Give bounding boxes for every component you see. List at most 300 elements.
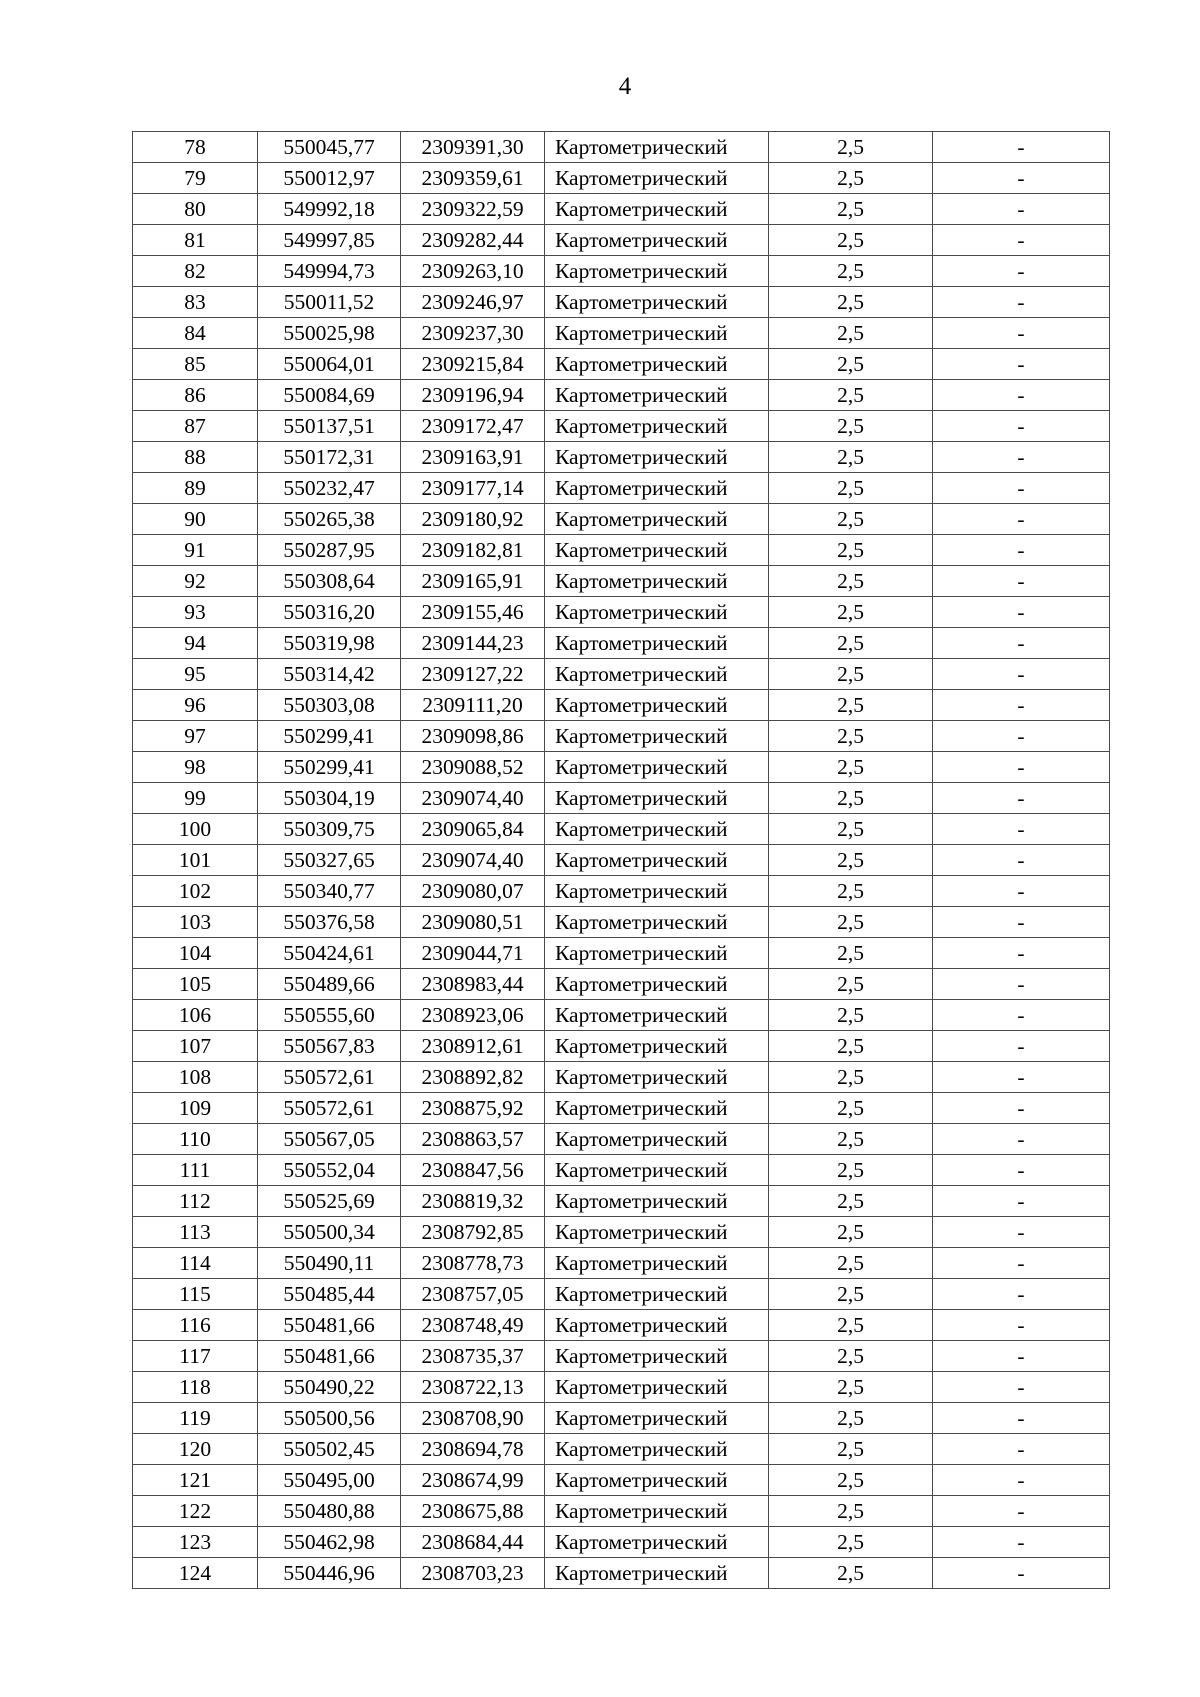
point-number-cell: 108 [133, 1062, 258, 1093]
method-cell: Картометрический [545, 783, 769, 814]
accuracy-cell: 2,5 [769, 442, 933, 473]
note-cell: - [933, 318, 1110, 349]
method-cell: Картометрический [545, 1558, 769, 1589]
x-coordinate-cell: 550172,31 [258, 442, 401, 473]
y-coordinate-cell: 2309127,22 [401, 659, 545, 690]
y-coordinate-cell: 2309044,71 [401, 938, 545, 969]
accuracy-cell: 2,5 [769, 1527, 933, 1558]
table-row [133, 411, 1110, 442]
y-coordinate-cell: 2308923,06 [401, 1000, 545, 1031]
x-coordinate-cell: 550495,00 [258, 1465, 401, 1496]
method-cell: Картометрический [545, 597, 769, 628]
accuracy-cell: 2,5 [769, 876, 933, 907]
method-cell: Картометрический [545, 1310, 769, 1341]
accuracy-cell: 2,5 [769, 318, 933, 349]
y-coordinate-cell: 2308892,82 [401, 1062, 545, 1093]
point-number-cell: 79 [133, 163, 258, 194]
note-cell: - [933, 287, 1110, 318]
point-number-cell: 109 [133, 1093, 258, 1124]
accuracy-cell: 2,5 [769, 907, 933, 938]
method-cell: Картометрический [545, 1093, 769, 1124]
x-coordinate-cell: 550480,88 [258, 1496, 401, 1527]
note-cell: - [933, 659, 1110, 690]
note-cell: - [933, 814, 1110, 845]
table-row [133, 1155, 1110, 1186]
table-row [133, 1403, 1110, 1434]
x-coordinate-cell: 550525,69 [258, 1186, 401, 1217]
note-cell: - [933, 411, 1110, 442]
accuracy-cell: 2,5 [769, 1372, 933, 1403]
method-cell: Картометрический [545, 225, 769, 256]
y-coordinate-cell: 2308748,49 [401, 1310, 545, 1341]
accuracy-cell: 2,5 [769, 1217, 933, 1248]
y-coordinate-cell: 2308722,13 [401, 1372, 545, 1403]
note-cell: - [933, 1496, 1110, 1527]
table-row [133, 132, 1110, 163]
note-cell: - [933, 1093, 1110, 1124]
y-coordinate-cell: 2308819,32 [401, 1186, 545, 1217]
method-cell: Картометрический [545, 1434, 769, 1465]
y-coordinate-cell: 2309074,40 [401, 845, 545, 876]
table-row [133, 907, 1110, 938]
y-coordinate-cell: 2308708,90 [401, 1403, 545, 1434]
accuracy-cell: 2,5 [769, 1124, 933, 1155]
method-cell: Картометрический [545, 907, 769, 938]
accuracy-cell: 2,5 [769, 783, 933, 814]
method-cell: Картометрический [545, 1217, 769, 1248]
accuracy-cell: 2,5 [769, 256, 933, 287]
method-cell: Картометрический [545, 411, 769, 442]
table-row [133, 1124, 1110, 1155]
table-row [133, 628, 1110, 659]
note-cell: - [933, 504, 1110, 535]
x-coordinate-cell: 550045,77 [258, 132, 401, 163]
note-cell: - [933, 690, 1110, 721]
point-number-cell: 95 [133, 659, 258, 690]
note-cell: - [933, 163, 1110, 194]
method-cell: Картометрический [545, 256, 769, 287]
x-coordinate-cell: 550309,75 [258, 814, 401, 845]
note-cell: - [933, 1279, 1110, 1310]
x-coordinate-cell: 550567,05 [258, 1124, 401, 1155]
x-coordinate-cell: 550481,66 [258, 1341, 401, 1372]
point-number-cell: 82 [133, 256, 258, 287]
table-row [133, 1434, 1110, 1465]
note-cell: - [933, 721, 1110, 752]
x-coordinate-cell: 549994,73 [258, 256, 401, 287]
point-number-cell: 88 [133, 442, 258, 473]
table-row [133, 163, 1110, 194]
point-number-cell: 91 [133, 535, 258, 566]
table-row [133, 1000, 1110, 1031]
y-coordinate-cell: 2309074,40 [401, 783, 545, 814]
point-number-cell: 105 [133, 969, 258, 1000]
y-coordinate-cell: 2309182,81 [401, 535, 545, 566]
method-cell: Картометрический [545, 1527, 769, 1558]
y-coordinate-cell: 2309172,47 [401, 411, 545, 442]
point-number-cell: 113 [133, 1217, 258, 1248]
y-coordinate-cell: 2308684,44 [401, 1527, 545, 1558]
method-cell: Картометрический [545, 969, 769, 1000]
table-row [133, 1465, 1110, 1496]
note-cell: - [933, 1341, 1110, 1372]
method-cell: Картометрический [545, 1372, 769, 1403]
y-coordinate-cell: 2308847,56 [401, 1155, 545, 1186]
note-cell: - [933, 845, 1110, 876]
point-number-cell: 92 [133, 566, 258, 597]
point-number-cell: 99 [133, 783, 258, 814]
method-cell: Картометрический [545, 1496, 769, 1527]
method-cell: Картометрический [545, 1403, 769, 1434]
point-number-cell: 85 [133, 349, 258, 380]
coordinates-table [132, 131, 1110, 1589]
method-cell: Картометрический [545, 659, 769, 690]
y-coordinate-cell: 2308757,05 [401, 1279, 545, 1310]
note-cell: - [933, 1527, 1110, 1558]
x-coordinate-cell: 550340,77 [258, 876, 401, 907]
point-number-cell: 119 [133, 1403, 258, 1434]
method-cell: Картометрический [545, 1031, 769, 1062]
method-cell: Картометрический [545, 1155, 769, 1186]
table-row [133, 566, 1110, 597]
accuracy-cell: 2,5 [769, 845, 933, 876]
note-cell: - [933, 1465, 1110, 1496]
method-cell: Картометрический [545, 690, 769, 721]
point-number-cell: 104 [133, 938, 258, 969]
note-cell: - [933, 752, 1110, 783]
point-number-cell: 81 [133, 225, 258, 256]
table-row [133, 1372, 1110, 1403]
table-row [133, 783, 1110, 814]
point-number-cell: 101 [133, 845, 258, 876]
method-cell: Картометрический [545, 752, 769, 783]
x-coordinate-cell: 550567,83 [258, 1031, 401, 1062]
accuracy-cell: 2,5 [769, 1558, 933, 1589]
point-number-cell: 116 [133, 1310, 258, 1341]
note-cell: - [933, 1403, 1110, 1434]
accuracy-cell: 2,5 [769, 938, 933, 969]
accuracy-cell: 2,5 [769, 287, 933, 318]
method-cell: Картометрический [545, 349, 769, 380]
table-row [133, 1341, 1110, 1372]
table-row [133, 1558, 1110, 1589]
table-row [133, 597, 1110, 628]
table-row [133, 1031, 1110, 1062]
accuracy-cell: 2,5 [769, 349, 933, 380]
accuracy-cell: 2,5 [769, 1496, 933, 1527]
accuracy-cell: 2,5 [769, 1062, 933, 1093]
y-coordinate-cell: 2309322,59 [401, 194, 545, 225]
x-coordinate-cell: 550462,98 [258, 1527, 401, 1558]
note-cell: - [933, 1155, 1110, 1186]
x-coordinate-cell: 550011,52 [258, 287, 401, 318]
point-number-cell: 98 [133, 752, 258, 783]
accuracy-cell: 2,5 [769, 504, 933, 535]
accuracy-cell: 2,5 [769, 473, 933, 504]
note-cell: - [933, 1248, 1110, 1279]
accuracy-cell: 2,5 [769, 659, 933, 690]
x-coordinate-cell: 549997,85 [258, 225, 401, 256]
accuracy-cell: 2,5 [769, 1310, 933, 1341]
y-coordinate-cell: 2309065,84 [401, 814, 545, 845]
point-number-cell: 90 [133, 504, 258, 535]
method-cell: Картометрический [545, 876, 769, 907]
x-coordinate-cell: 550500,34 [258, 1217, 401, 1248]
method-cell: Картометрический [545, 194, 769, 225]
table-row [133, 1496, 1110, 1527]
note-cell: - [933, 535, 1110, 566]
note-cell: - [933, 132, 1110, 163]
note-cell: - [933, 1558, 1110, 1589]
x-coordinate-cell: 550316,20 [258, 597, 401, 628]
accuracy-cell: 2,5 [769, 1000, 933, 1031]
accuracy-cell: 2,5 [769, 1248, 933, 1279]
x-coordinate-cell: 550308,64 [258, 566, 401, 597]
note-cell: - [933, 907, 1110, 938]
note-cell: - [933, 380, 1110, 411]
note-cell: - [933, 1186, 1110, 1217]
y-coordinate-cell: 2308912,61 [401, 1031, 545, 1062]
y-coordinate-cell: 2309237,30 [401, 318, 545, 349]
note-cell: - [933, 473, 1110, 504]
x-coordinate-cell: 550327,65 [258, 845, 401, 876]
method-cell: Картометрический [545, 845, 769, 876]
x-coordinate-cell: 550572,61 [258, 1093, 401, 1124]
y-coordinate-cell: 2308735,37 [401, 1341, 545, 1372]
point-number-cell: 94 [133, 628, 258, 659]
y-coordinate-cell: 2308694,78 [401, 1434, 545, 1465]
accuracy-cell: 2,5 [769, 566, 933, 597]
x-coordinate-cell: 550232,47 [258, 473, 401, 504]
table-row [133, 442, 1110, 473]
accuracy-cell: 2,5 [769, 690, 933, 721]
point-number-cell: 100 [133, 814, 258, 845]
coordinates-table-body [133, 132, 1110, 1589]
x-coordinate-cell: 550303,08 [258, 690, 401, 721]
y-coordinate-cell: 2309088,52 [401, 752, 545, 783]
point-number-cell: 78 [133, 132, 258, 163]
point-number-cell: 89 [133, 473, 258, 504]
x-coordinate-cell: 550489,66 [258, 969, 401, 1000]
point-number-cell: 86 [133, 380, 258, 411]
accuracy-cell: 2,5 [769, 1031, 933, 1062]
table-row [133, 1310, 1110, 1341]
y-coordinate-cell: 2309282,44 [401, 225, 545, 256]
table-row [133, 473, 1110, 504]
table-row [133, 1279, 1110, 1310]
method-cell: Картометрический [545, 1186, 769, 1217]
table-row [133, 380, 1110, 411]
method-cell: Картометрический [545, 1465, 769, 1496]
y-coordinate-cell: 2308778,73 [401, 1248, 545, 1279]
x-coordinate-cell: 550490,22 [258, 1372, 401, 1403]
table-row [133, 1217, 1110, 1248]
method-cell: Картометрический [545, 442, 769, 473]
table-row [133, 1093, 1110, 1124]
method-cell: Картометрический [545, 566, 769, 597]
y-coordinate-cell: 2308675,88 [401, 1496, 545, 1527]
note-cell: - [933, 225, 1110, 256]
point-number-cell: 114 [133, 1248, 258, 1279]
y-coordinate-cell: 2309246,97 [401, 287, 545, 318]
x-coordinate-cell: 550299,41 [258, 752, 401, 783]
table-row [133, 1527, 1110, 1558]
y-coordinate-cell: 2309180,92 [401, 504, 545, 535]
point-number-cell: 111 [133, 1155, 258, 1186]
x-coordinate-cell: 550424,61 [258, 938, 401, 969]
accuracy-cell: 2,5 [769, 225, 933, 256]
x-coordinate-cell: 550481,66 [258, 1310, 401, 1341]
x-coordinate-cell: 550064,01 [258, 349, 401, 380]
table-row [133, 938, 1110, 969]
note-cell: - [933, 1372, 1110, 1403]
table-row [133, 969, 1110, 1000]
note-cell: - [933, 349, 1110, 380]
note-cell: - [933, 566, 1110, 597]
method-cell: Картометрический [545, 938, 769, 969]
y-coordinate-cell: 2308863,57 [401, 1124, 545, 1155]
accuracy-cell: 2,5 [769, 132, 933, 163]
point-number-cell: 84 [133, 318, 258, 349]
point-number-cell: 103 [133, 907, 258, 938]
x-coordinate-cell: 550304,19 [258, 783, 401, 814]
accuracy-cell: 2,5 [769, 628, 933, 659]
y-coordinate-cell: 2309215,84 [401, 349, 545, 380]
point-number-cell: 112 [133, 1186, 258, 1217]
y-coordinate-cell: 2308983,44 [401, 969, 545, 1000]
method-cell: Картометрический [545, 504, 769, 535]
point-number-cell: 97 [133, 721, 258, 752]
accuracy-cell: 2,5 [769, 1186, 933, 1217]
point-number-cell: 96 [133, 690, 258, 721]
note-cell: - [933, 1434, 1110, 1465]
method-cell: Картометрический [545, 1248, 769, 1279]
method-cell: Картометрический [545, 380, 769, 411]
method-cell: Картометрический [545, 1000, 769, 1031]
x-coordinate-cell: 550572,61 [258, 1062, 401, 1093]
x-coordinate-cell: 550025,98 [258, 318, 401, 349]
point-number-cell: 83 [133, 287, 258, 318]
accuracy-cell: 2,5 [769, 597, 933, 628]
accuracy-cell: 2,5 [769, 752, 933, 783]
x-coordinate-cell: 550012,97 [258, 163, 401, 194]
method-cell: Картометрический [545, 132, 769, 163]
note-cell: - [933, 442, 1110, 473]
y-coordinate-cell: 2308792,85 [401, 1217, 545, 1248]
table-row [133, 194, 1110, 225]
method-cell: Картометрический [545, 721, 769, 752]
x-coordinate-cell: 550490,11 [258, 1248, 401, 1279]
accuracy-cell: 2,5 [769, 163, 933, 194]
y-coordinate-cell: 2309391,30 [401, 132, 545, 163]
y-coordinate-cell: 2309165,91 [401, 566, 545, 597]
table-row [133, 1062, 1110, 1093]
page-number: 4 [618, 73, 632, 100]
table-row [133, 535, 1110, 566]
note-cell: - [933, 783, 1110, 814]
y-coordinate-cell: 2309263,10 [401, 256, 545, 287]
y-coordinate-cell: 2309144,23 [401, 628, 545, 659]
table-row [133, 1248, 1110, 1279]
note-cell: - [933, 194, 1110, 225]
note-cell: - [933, 938, 1110, 969]
y-coordinate-cell: 2308875,92 [401, 1093, 545, 1124]
accuracy-cell: 2,5 [769, 194, 933, 225]
point-number-cell: 117 [133, 1341, 258, 1372]
x-coordinate-cell: 550299,41 [258, 721, 401, 752]
y-coordinate-cell: 2309080,51 [401, 907, 545, 938]
note-cell: - [933, 1031, 1110, 1062]
method-cell: Картометрический [545, 1124, 769, 1155]
accuracy-cell: 2,5 [769, 535, 933, 566]
y-coordinate-cell: 2309163,91 [401, 442, 545, 473]
accuracy-cell: 2,5 [769, 1093, 933, 1124]
accuracy-cell: 2,5 [769, 1155, 933, 1186]
method-cell: Картометрический [545, 814, 769, 845]
table-row [133, 876, 1110, 907]
table-row [133, 287, 1110, 318]
point-number-cell: 122 [133, 1496, 258, 1527]
method-cell: Картометрический [545, 1341, 769, 1372]
y-coordinate-cell: 2309196,94 [401, 380, 545, 411]
accuracy-cell: 2,5 [769, 1465, 933, 1496]
x-coordinate-cell: 550555,60 [258, 1000, 401, 1031]
y-coordinate-cell: 2309098,86 [401, 721, 545, 752]
note-cell: - [933, 1062, 1110, 1093]
method-cell: Картометрический [545, 163, 769, 194]
y-coordinate-cell: 2309111,20 [401, 690, 545, 721]
x-coordinate-cell: 550552,04 [258, 1155, 401, 1186]
y-coordinate-cell: 2308674,99 [401, 1465, 545, 1496]
table-row [133, 659, 1110, 690]
table-row [133, 256, 1110, 287]
note-cell: - [933, 969, 1110, 1000]
point-number-cell: 121 [133, 1465, 258, 1496]
method-cell: Картометрический [545, 535, 769, 566]
x-coordinate-cell: 550287,95 [258, 535, 401, 566]
x-coordinate-cell: 550485,44 [258, 1279, 401, 1310]
point-number-cell: 115 [133, 1279, 258, 1310]
note-cell: - [933, 876, 1110, 907]
method-cell: Картометрический [545, 1062, 769, 1093]
point-number-cell: 87 [133, 411, 258, 442]
accuracy-cell: 2,5 [769, 721, 933, 752]
method-cell: Картометрический [545, 318, 769, 349]
point-number-cell: 118 [133, 1372, 258, 1403]
point-number-cell: 93 [133, 597, 258, 628]
accuracy-cell: 2,5 [769, 1279, 933, 1310]
x-coordinate-cell: 550314,42 [258, 659, 401, 690]
note-cell: - [933, 256, 1110, 287]
x-coordinate-cell: 550446,96 [258, 1558, 401, 1589]
y-coordinate-cell: 2309155,46 [401, 597, 545, 628]
x-coordinate-cell: 550500,56 [258, 1403, 401, 1434]
y-coordinate-cell: 2308703,23 [401, 1558, 545, 1589]
table-row [133, 1186, 1110, 1217]
note-cell: - [933, 1217, 1110, 1248]
point-number-cell: 102 [133, 876, 258, 907]
x-coordinate-cell: 550376,58 [258, 907, 401, 938]
point-number-cell: 80 [133, 194, 258, 225]
note-cell: - [933, 1124, 1110, 1155]
point-number-cell: 106 [133, 1000, 258, 1031]
table-row [133, 318, 1110, 349]
accuracy-cell: 2,5 [769, 1341, 933, 1372]
method-cell: Картометрический [545, 1279, 769, 1310]
method-cell: Картометрический [545, 628, 769, 659]
table-row [133, 504, 1110, 535]
note-cell: - [933, 1310, 1110, 1341]
